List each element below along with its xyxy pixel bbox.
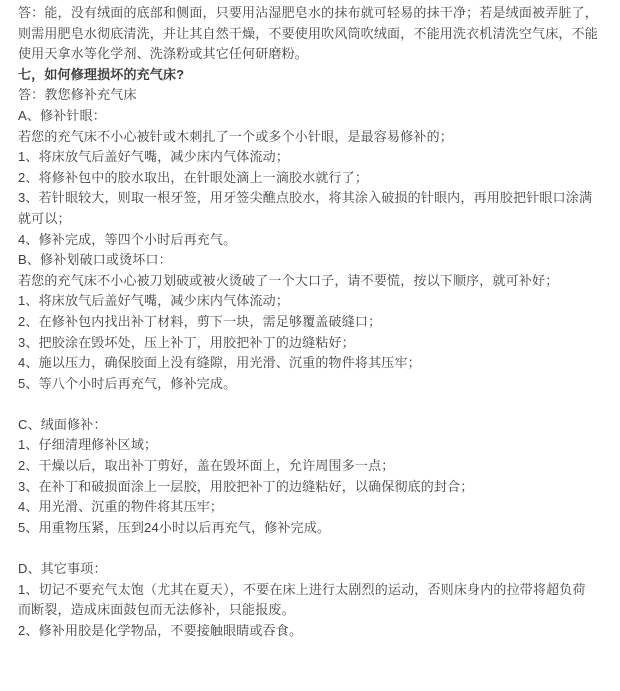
list-item: 1、将床放气后盖好气嘴，减少床内气体流动； [18,293,290,309]
list-item: 1、仔细清理修补区域； [18,437,158,453]
list-item: 3、在补丁和破损面涂上一层胶，用胶把补丁的边缝粘好，以确保彻底的封合； [18,478,474,494]
text-line: 则需用肥皂水彻底清洗，并让其自然干燥，不要使用吹风筒吹绒面，不能用洗衣机清洗空气床，不能 [18,25,598,41]
text-line: 使用天拿水等化学剂、洗涤粉或其它任何研磨粉。 [18,46,308,62]
list-item: 2、在修补包内找出补丁材料，剪下一块，需足够覆盖破缝口； [18,313,382,329]
list-item: 1、切记不要充气太饱（尤其在夏天），不要在床上进行太剧烈的运动，否则床身内的拉带将超负荷 [18,581,586,597]
blank-line [18,394,606,415]
list-item: 2、干燥以后，取出补丁剪好，盖在毁坏面上，允许周围多一点； [18,458,395,474]
text-line: 答：能，没有绒面的底部和侧面，只要用沾湿肥皂水的抹布就可轻易的抹干净；若是绒面被弄脏了， [18,5,598,20]
text-line: 若您的充气床不小心被刀划破或被火烫破了一个大口子，请不要慌，按以下顺序，就可补好； [18,272,559,288]
list-item: 5、用重物压紧，压到24小时以后再充气，修补完成。 [18,519,331,535]
list-item-continuation: 就可以； [18,210,71,226]
list-item-continuation: 而断裂，造成床面鼓包而无法修补，只能报废。 [18,602,295,618]
list-item: 2、修补用胶是化学物品，不要接触眼睛或吞食。 [18,622,303,638]
section-heading-d: D、其它事项： [18,561,107,577]
list-item: 3、把胶涂在毁坏处，压上补丁，用胶把补丁的边缝粘好； [18,334,355,350]
section-heading-a: A、修补针眼： [18,107,106,123]
section-heading-b: B、修补划破口或烫坏口： [18,252,172,268]
list-item: 3、若针眼较大，则取一根牙签，用牙签尖醮点胶水，将其涂入破损的针眼内，再用胶把针眼口涂满 [18,190,593,206]
list-item: 2、将修补包中的胶水取出，在针眼处滴上一滴胶水就行了； [18,169,369,185]
list-item: 4、用光滑、沉重的物件将其压牢； [18,499,224,515]
section-heading-question-7: 七，如何修理损坏的充气床? [18,66,185,82]
section-heading-c: C、绒面修补： [18,416,107,432]
list-item: 4、修补完成，等四个小时后再充气。 [18,231,237,247]
list-item: 1、将床放气后盖好气嘴，减少床内气体流动； [18,149,290,165]
text-line: 若您的充气床不小心被针或木刺扎了一个或多个小针眼，是最容易修补的； [18,128,453,144]
blank-line [18,538,606,559]
list-item: 4、施以压力，确保胶面上没有缝隙，用光滑、沉重的物件将其压牢； [18,355,421,371]
list-item: 5、等八个小时后再充气，修补完成。 [18,375,237,391]
text-line: 答：教您修补充气床 [18,87,137,103]
